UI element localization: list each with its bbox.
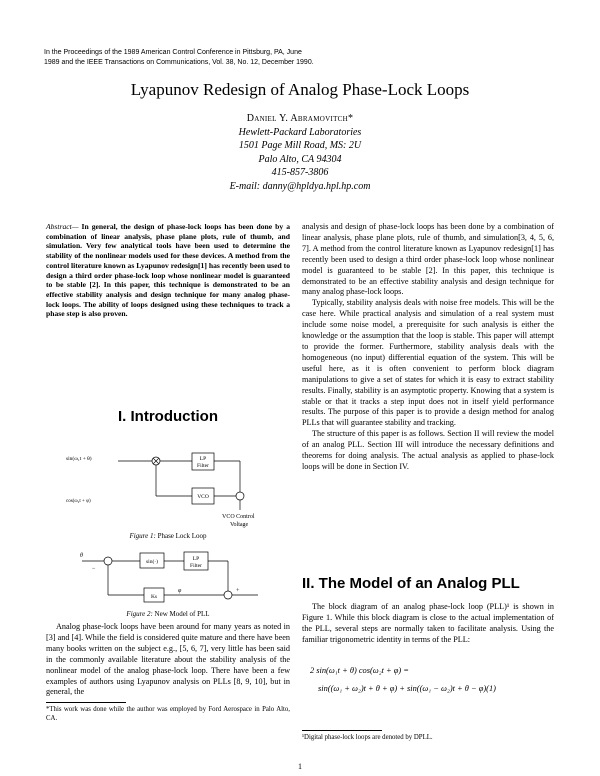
figure-2-diagram: [78, 548, 278, 608]
fig1-summer: [236, 492, 244, 500]
abstract: [46, 222, 290, 319]
section-heading-introduction: I. Introduction: [118, 408, 218, 425]
fig2-summer: [104, 557, 112, 565]
page-number: 1: [298, 762, 302, 771]
fig2-phi-label: φ: [178, 588, 182, 594]
fig1-input-label: sin(ω₁t + θ): [66, 456, 92, 462]
fig1-filter-label: Filter: [197, 463, 209, 469]
abstract-label: Abstract—: [46, 222, 79, 231]
address-line-2: Palo Alto, CA 94304: [258, 153, 342, 165]
fig1-caption-text: Phase Lock Loop: [157, 532, 207, 540]
right-p3: The structure of this paper is as follows. Section II will review the model of an analog PLL. Section III will introduce the necessary definitions and theorems for doing analysis. The actual analysis as applied to phase-lock loops will be done in Section IV.: [302, 429, 554, 471]
fig1-caption-label: Figure 1:: [129, 532, 156, 540]
right-p2: Typically, stability analysis deals with noise free models. This will be the case here. While practical analysis and simulation of a real system must include some noise model, a prerequisite for such analysis is either the knowledge or the assumption that the loop is stable. This paper will attempt to provide the former. Furthermore, stability analysis deals with the homogeneous (no input) differential equation of the system. This will be useful here, as it is often convenient to perform block diagram manipulations to give a set of states for which it is easy to extract stability results. Finally, stability is an asymptotic property. Knowing that a system is stable or that it tracks a step input does not in itself yield performance results. The purpose of this paper is to provide a design method for analog PLLs that will guarantee stability and tracking.: [302, 298, 554, 428]
fig1-voltage-label: Voltage: [230, 522, 249, 528]
fig2-caption-label: Figure 2:: [126, 610, 153, 618]
author-footnote: *This work was done while the author was employed by Ford Aerospace in Palo Alto, CA.: [46, 706, 290, 722]
email: E-mail: danny@hpldya.hpl.hp.com: [229, 180, 371, 192]
proceedings-note: In the Proceedings of the 1989 American Control Conference in Pittsburg, PA, June 1989 and the IEEE Transactions on Communications, Vol. 38, No. 12, December 1990.: [44, 49, 314, 66]
equation-1-line-1: 2 sin(ω₁t + θ) cos(ω₂t + φ) =: [310, 666, 409, 675]
fig2-filter-label: Filter: [190, 563, 202, 569]
model-paragraph: [302, 602, 554, 646]
figure-2-caption: [46, 610, 290, 618]
figure-1-caption: [46, 532, 290, 540]
intro-paragraph-1: [46, 622, 290, 698]
author-block: [0, 112, 600, 193]
fig2-minus-label: −: [92, 566, 96, 572]
footnote-rule-left: [46, 702, 126, 703]
author-name: Daniel Y. Abramovitch*: [246, 113, 354, 124]
right-p1: analysis and design of phase-lock loops has been done by a combination of linear analysis, phase plane plots, rule of thumb, and simulation[3, 4, 5, 6, 7]. A method from the control literature known as Lyapunov redesign[1] has recently been used to design a third order phase-lock loop whose nonlinear model is guaranteed to be stable [2]. In this paper, this technique is demonstrated to be an effective stability analysis and design technique for many analog phase-lock loops.: [302, 222, 554, 297]
fig1-vco-control-label: VCO Control: [222, 514, 255, 520]
fig2-caption-text: New Model of PLL: [154, 610, 210, 618]
fig1-lp-label: LP: [199, 456, 207, 462]
fig2-lp-label: LP: [192, 556, 200, 562]
fig2-theta-label: θ: [80, 553, 83, 559]
figure-1-diagram: [62, 448, 282, 530]
fig2-integrator-label: Ks: [150, 594, 158, 600]
paper-title: Lyapunov Redesign of Analog Phase-Lock Loops: [130, 80, 470, 99]
model-p1: The block diagram of an analog phase-lock loop (PLL)¹ is shown in Figure 1. While this block diagram is close to the actual implementation of the PLL, several steps are normally taken to facilitate analysis. Using the familiar trigonometric identity in terms of the PLL:: [302, 602, 554, 644]
intro-p1-text: Analog phase-lock loops have been around for many years as noted in [3] and [4]. While the field is considered quite mature and there have been many books written on the subject e.g., [5, 6, 7], very little has been said in the commonly available literature about the stability analysis of the nonlinear model of the analog phase-lock loop. There have been a few examples of authors using Lyapunov analysis on PLLs [8, 9, 10], but in general, the: [46, 622, 290, 697]
fig1-vco-label: VCO: [197, 494, 209, 500]
fig1-feedback-label: cos(ω₂t + φ): [66, 499, 91, 504]
address-line-1: 1501 Page Mill Road, MS: 2U: [238, 140, 362, 151]
fig2-sin-label: sin(·): [146, 559, 158, 565]
equation-1-line-2: sin((ω₁ + ω₂)t + θ + φ) + sin((ω₁ − ω₂)t + θ − φ)(1): [318, 684, 496, 693]
phone: 415-857-3806: [271, 167, 329, 178]
affiliation: Hewlett-Packard Laboratories: [238, 126, 362, 138]
section-heading-model: II. The Model of an Analog PLL: [302, 575, 520, 592]
footnote-rule-right: [302, 730, 382, 731]
dpll-footnote: ¹Digital phase-lock loops are denoted by DPLL.: [302, 734, 433, 741]
abstract-text: In general, the design of phase-lock loops has been done by a combination of linear analysis, phase plane plots, rule of thumb, and simulation. Very few analytical tools have been used to determine the stability of the nonlinear models used for these devices. A method from the control literature known as Lyapunov redesign[1] has recently been used to design a third order phase-lock loop whose nonlinear model is guaranteed to be stable [2]. In this paper, this technique is demonstrated to be an effective stability analysis and design technique for many analog phase-lock loops. The ability of loops designed using these techniques to track a phase step is also proven.: [46, 222, 290, 319]
fig2-plus-label: +: [236, 588, 240, 594]
right-column-text: [302, 222, 554, 473]
fig2-summer-2: [224, 591, 232, 599]
